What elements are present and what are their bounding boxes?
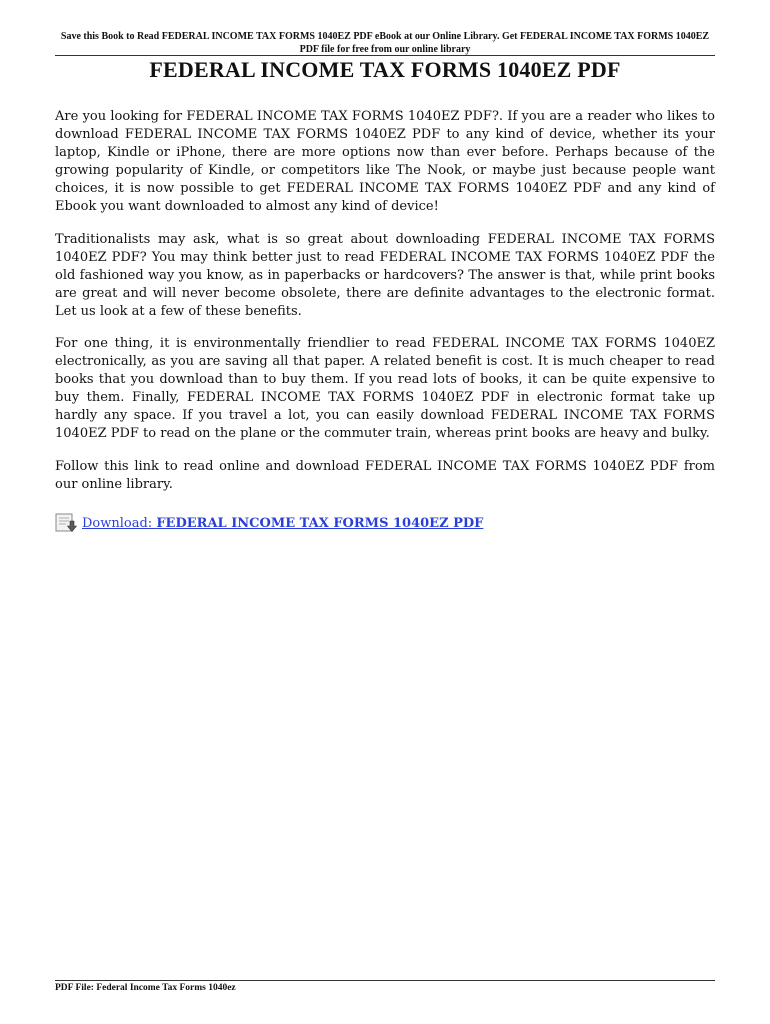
paragraph-intro: Are you looking for FEDERAL INCOME TAX FORMS 1040EZ PDF?. If you are a reader who likes to download FEDERAL INCOME TAX FORMS 1040EZ PDF to any kind of device, whether its your laptop, Kindle or iPhone, there are more options now than ever before. Perhaps because of the growing popularity of Kindle, or competitors like The Nook, or maybe just because people want choices, it is now possible to get FEDERAL INCOME TAX FORMS 1040EZ PDF and any kind of Ebook you want downloaded to almost any kind of device!	[55, 109, 715, 214]
download-link-prefix: Download:	[82, 516, 157, 531]
paragraph-benefits: For one thing, it is environmentally friendlier to read FEDERAL INCOME TAX FORMS 1040EZ electronically, as you are saving all that paper. A related benefit is cost. It is much cheaper to read books that you download than to buy them. If you read lots of books, it can be quite expensive to buy them. Finally, FEDERAL INCOME TAX FORMS 1040EZ PDF in electronic format take up hardly any space. If you travel a lot, you can easily download FEDERAL INCOME TAX FORMS 1040EZ PDF to read on the plane or the commuter train, whereas print books are heavy and bulky.	[55, 336, 715, 441]
footer-divider	[55, 980, 715, 981]
download-icon[interactable]	[55, 513, 77, 533]
download-row	[55, 509, 715, 533]
document-title: FEDERAL INCOME TAX FORMS 1040EZ PDF	[149, 57, 621, 82]
header-note: Save this Book to Read FEDERAL INCOME TAX FORMS 1040EZ PDF eBook at our Online Library. Get FEDERAL INCOME TAX FORMS 1040EZ PDF file for free from our online library	[60, 31, 710, 55]
document-body	[55, 108, 715, 508]
footer-note: PDF File: Federal Income Tax Forms 1040ez	[55, 983, 236, 993]
paragraph-follow-link: Follow this link to read online and download FEDERAL INCOME TAX FORMS 1040EZ PDF from our online library.	[55, 458, 715, 492]
download-link-title: FEDERAL INCOME TAX FORMS 1040EZ PDF	[156, 516, 484, 531]
paragraph-traditionalists: Traditionalists may ask, what is so great about downloading FEDERAL INCOME TAX FORMS 1040EZ PDF? You may think better just to read FEDERAL INCOME TAX FORMS 1040EZ PDF the old fashioned way you know, as in paperbacks or hardcovers? The answer is that, while print books are great and will never become obsolete, there are definite advantages to the electronic format. Let us look at a few of these benefits.	[55, 231, 715, 319]
download-link[interactable]	[82, 515, 483, 533]
